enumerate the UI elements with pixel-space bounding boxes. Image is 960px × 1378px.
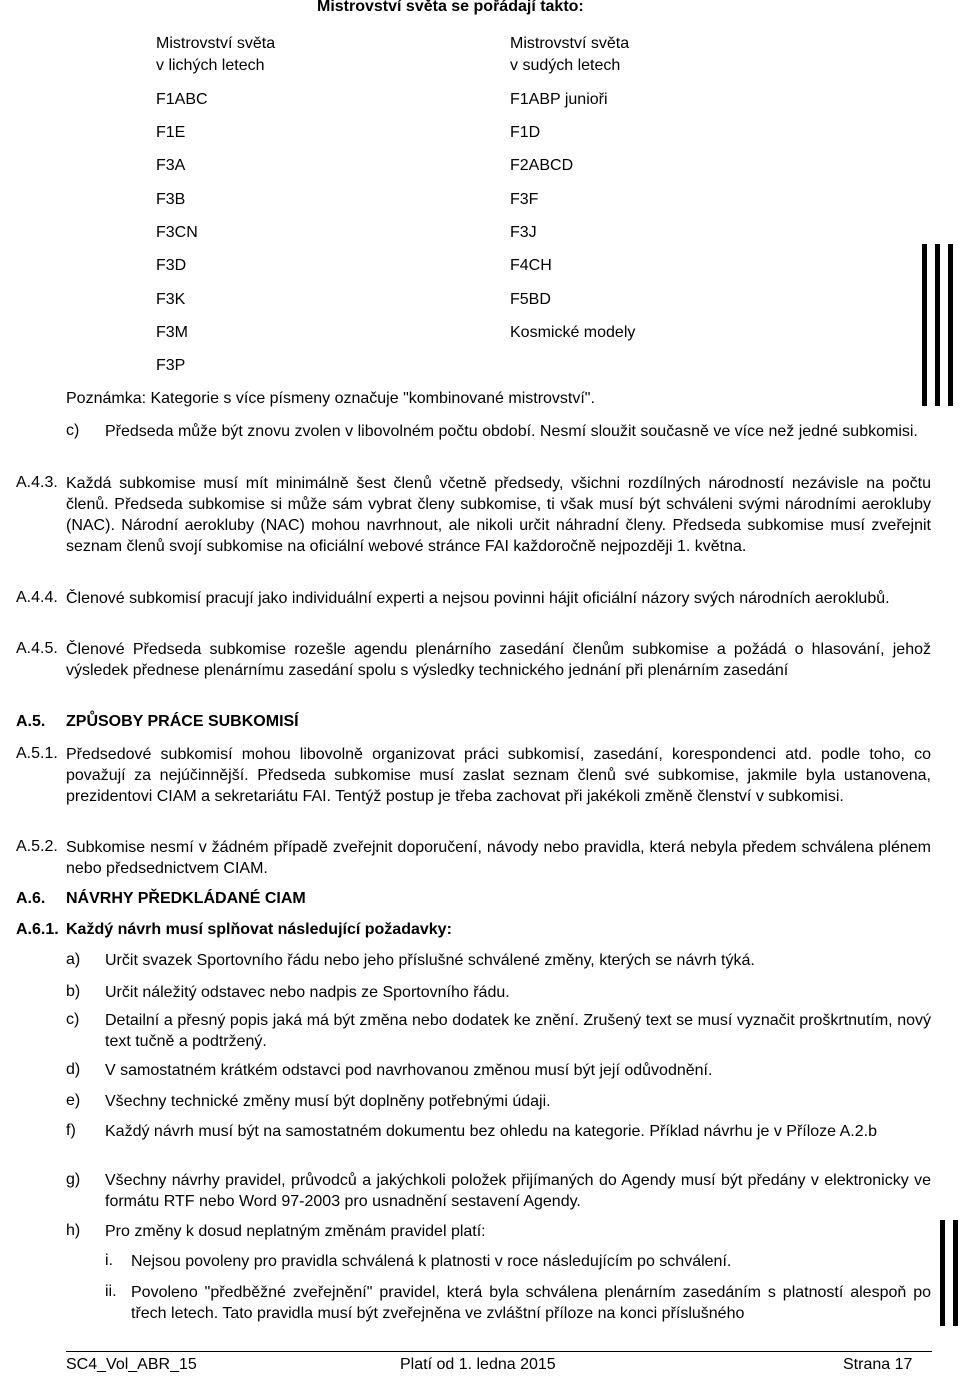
list-item-label: a) <box>66 951 81 968</box>
change-bar <box>953 1220 958 1326</box>
footer-divider <box>66 1351 932 1352</box>
footer-document-id: SC4_Vol_ABR_15 <box>66 1356 197 1373</box>
section-number: A.4.5. <box>16 640 58 657</box>
even-years-item: F3F <box>510 191 539 208</box>
odd-years-item: F3M <box>156 324 188 341</box>
section-number: A.5.2. <box>16 838 58 855</box>
sub-item-label: i. <box>105 1252 113 1269</box>
even-years-item: F5BD <box>510 291 551 308</box>
odd-years-heading-line1: Mistrovství světa <box>156 35 276 52</box>
odd-years-item: F3P <box>156 357 186 374</box>
even-years-item: F1D <box>510 124 541 141</box>
section-number: A.4.4. <box>16 589 58 606</box>
section-title: ZPŮSOBY PRÁCE SUBKOMISÍ <box>66 713 299 730</box>
footer-validity: Platí od 1. ledna 2015 <box>400 1356 556 1373</box>
sub-item-text: Povoleno "předběžné zveřejnění" pravidel, která byla schválena plenárním zasedáním s platností alespoň po třech letech. Tato pravidla musí být zveřejněna ve zvláštní příloze na konci příslušného <box>131 1284 931 1322</box>
even-years-item: F4CH <box>510 257 552 274</box>
list-item-label: g) <box>66 1171 81 1188</box>
odd-years-item: F1E <box>156 124 186 141</box>
section-number: A.6. <box>16 890 46 907</box>
section-number: A.5. <box>16 713 46 730</box>
list-item-text: Určit náležitý odstavec nebo nadpis ze Sportovního řádu. <box>105 984 510 1001</box>
section-text: Subkomise nesmí v žádném případě zveřejnit doporučení, návody nebo pravidla, která nebyla předem schválena plénem nebo předsednictvem CIAM. <box>66 839 931 877</box>
item-label: c) <box>66 422 80 439</box>
section-text: Členové Předseda subkomise rozešle agendu plenárního zasedání členům subkomise a požádá o hlasování, jehož výsledek přednese plenárnímu zasedání spolu s výsledky technického jednání při plenárním zasedání <box>66 641 931 679</box>
list-item-text: Určit svazek Sportovního řádu nebo jeho příslušné schválené změny, kterých se návrh týká. <box>105 952 755 969</box>
list-item-text: Detailní a přesný popis jaká má být změna nebo dodatek ke znění. Zrušený text se musí vyznačit proškrtnutím, nový text tučně a podtržený. <box>105 1012 931 1050</box>
change-bar <box>948 244 953 406</box>
list-item-text: V samostatném krátkém odstavci pod navrhovanou změnou musí být její odůvodnění. <box>105 1062 713 1079</box>
list-item-label: b) <box>66 983 81 1000</box>
even-years-item: Kosmické modely <box>510 324 636 341</box>
section-title: NÁVRHY PŘEDKLÁDANÉ CIAM <box>66 890 306 907</box>
odd-years-item: F3K <box>156 291 186 308</box>
list-item-label: f) <box>66 1122 76 1139</box>
section-text: Každá subkomise musí mít minimálně šest členů včetně předsedy, všichni rozdílných národností nezávisle na počtu členů. Předseda subkomise si může sám vybrat členy subkomise, ti však musí být schváleni svými národními aerokluby (NAC). Národní aerokluby (NAC) mohou navrhnout, ale nikoli určit náhradní členy. Předseda subkomise musí zveřejnit seznam členů svojí subkomise na oficiální webové stránce FAI každoročně nejpozději 1. května. <box>66 475 931 555</box>
odd-years-heading-line2: v lichých letech <box>156 57 265 74</box>
change-bar <box>940 1220 945 1326</box>
odd-years-item: F1ABC <box>156 91 208 108</box>
even-years-heading-line1: Mistrovství světa <box>510 35 630 52</box>
even-years-item: F3J <box>510 224 537 241</box>
list-item-text: Každý návrh musí být na samostatném dokumentu bez ohledu na kategorie. Příklad návrhu je v Příloze A.2.b <box>105 1123 877 1140</box>
list-item-text: Všechny technické změny musí být doplněny potřebnými údaji. <box>105 1093 551 1110</box>
odd-years-item: F3A <box>156 157 186 174</box>
section-number: A.4.3. <box>16 474 58 491</box>
section-title: Každý návrh musí splňovat následující požadavky: <box>66 921 452 938</box>
even-years-heading-line2: v sudých letech <box>510 57 621 74</box>
section-number: A.5.1. <box>16 745 58 762</box>
sub-item-text: Nejsou povoleny pro pravidla schválená k platnosti v roce následujícím po schválení. <box>131 1253 732 1270</box>
odd-years-item: F3D <box>156 257 187 274</box>
change-bar <box>922 244 927 406</box>
list-item-text: Pro změny k dosud neplatným změnám pravidel platí: <box>105 1223 486 1240</box>
item-text: Předseda může být znovu zvolen v libovolném počtu období. Nesmí sloužit současně ve více než jedné subkomisi. <box>105 423 918 440</box>
list-item-text: Všechny návrhy pravidel, průvodců a jakýchkoli položek přijímaných do Agendy musí být předány v elektronicky ve formátu RTF nebo Word 97-2003 pro usnadnění sestavení Agendy. <box>105 1172 931 1210</box>
odd-years-item: F3CN <box>156 224 198 241</box>
list-item-label: c) <box>66 1011 80 1028</box>
list-item-label: e) <box>66 1092 81 1109</box>
section-number: A.6.1. <box>16 921 59 938</box>
section-text: Členové subkomisí pracují jako individuální experti a nejsou povinni hájit oficiální názory svých národních aeroklubů. <box>66 590 890 607</box>
sub-item-label: ii. <box>105 1283 117 1300</box>
section-text: Předsedové subkomisí mohou libovolně organizovat práci subkomisí, zasedání, korespondenci atd. podle toho, co považují za nejúčinnější. Předseda subkomise musí zaslat seznam členů své subkomise, jakmile byla ustanovena, prezidentovi CIAM a sekretariátu FAI. Tentýž postup je třeba zachovat při jakékoli změně členství v subkomisi. <box>66 746 931 805</box>
odd-years-item: F3B <box>156 191 186 208</box>
even-years-item: F2ABCD <box>510 157 574 174</box>
list-item-label: d) <box>66 1061 81 1078</box>
page-title: Mistrovství světa se pořádají takto: <box>317 0 584 15</box>
even-years-item: F1ABP junioři <box>510 91 608 108</box>
list-item-label: h) <box>66 1222 81 1239</box>
footer-page-number: Strana 17 <box>843 1356 913 1373</box>
change-bar <box>935 244 940 406</box>
note: Poznámka: Kategorie s více písmeny označuje "kombinované mistrovství". <box>66 390 595 407</box>
